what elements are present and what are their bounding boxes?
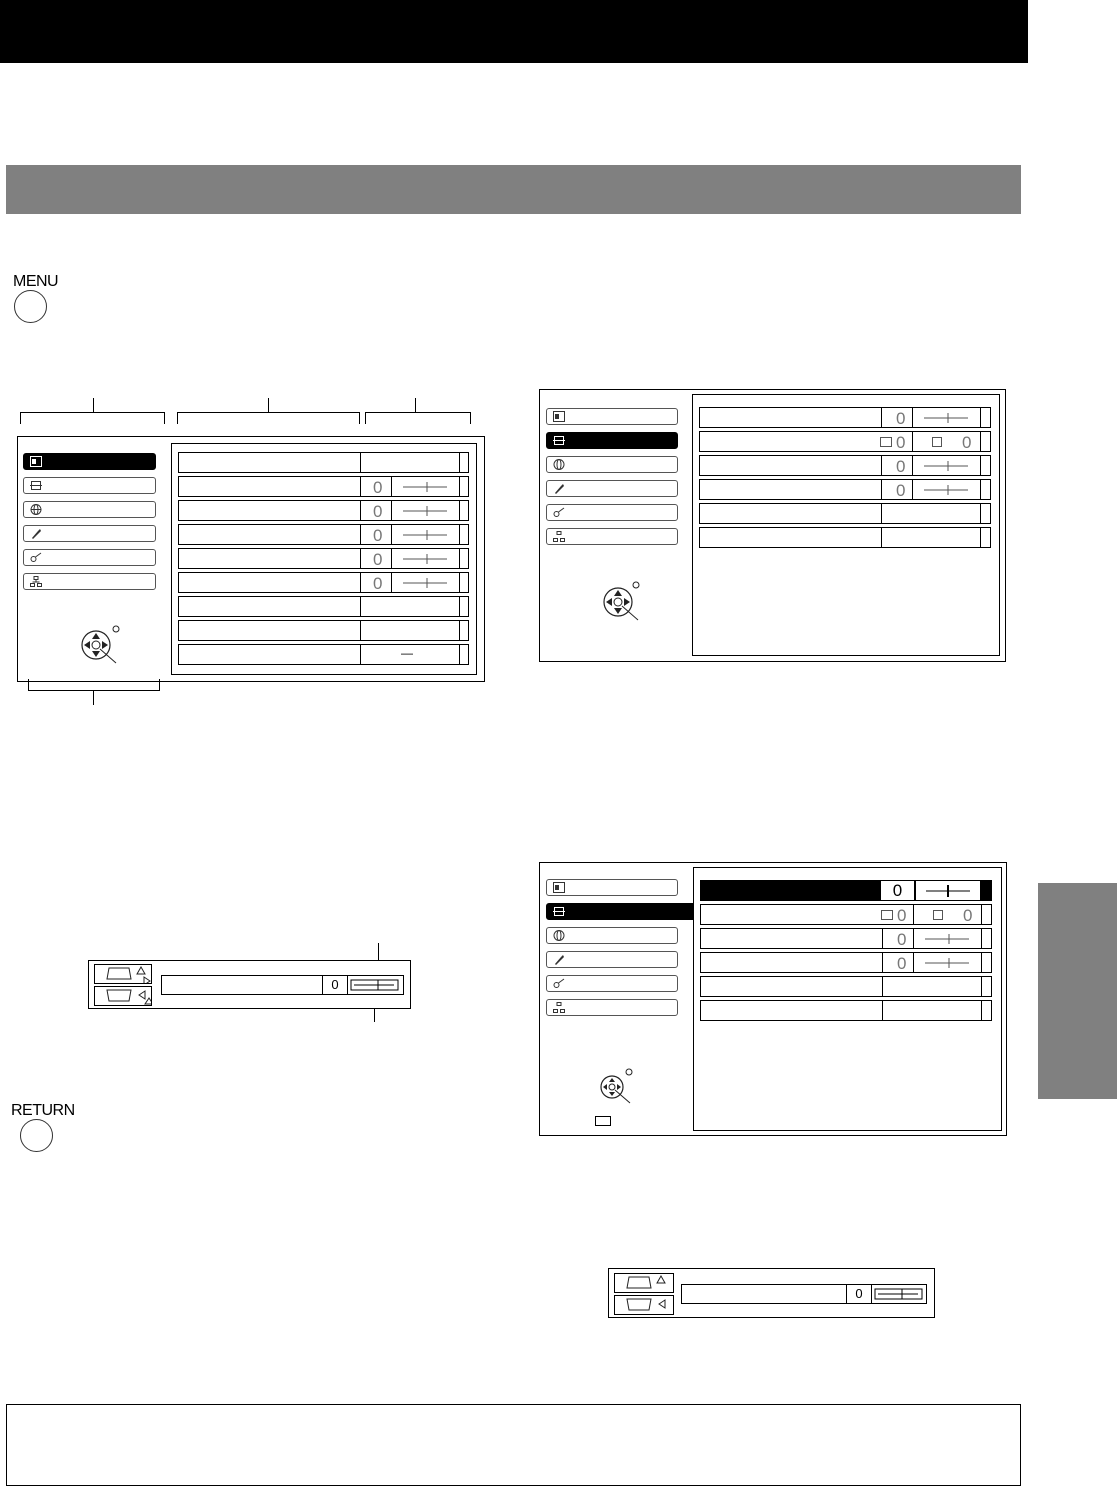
enter-key-icon: [595, 1116, 611, 1126]
chapter-side-tab: [1038, 883, 1117, 1099]
sidebar-item-option[interactable]: [23, 525, 156, 542]
row-value: 0: [373, 574, 383, 593]
h-size-icon: [881, 910, 893, 920]
row-value: 0: [897, 954, 907, 973]
menu-row[interactable]: [700, 976, 992, 997]
sidebar-item-language[interactable]: [546, 456, 678, 473]
slider-icon: [923, 958, 971, 968]
security-icon: [30, 552, 42, 563]
menu-row[interactable]: [700, 928, 992, 949]
sidebar-item-language[interactable]: [546, 927, 678, 944]
row-value: 0: [963, 906, 973, 925]
row-value: 0: [896, 481, 906, 500]
keystone-v-button[interactable]: [614, 1273, 674, 1293]
sidebar-item-position[interactable]: [546, 432, 678, 449]
keystone-v-button[interactable]: [94, 964, 152, 984]
callout-bracket-items: [177, 412, 360, 424]
return-button-label: RETURN: [11, 1102, 75, 1119]
menu-row[interactable]: [700, 952, 992, 973]
slider-icon: [401, 554, 449, 564]
menu-row[interactable]: [699, 503, 991, 524]
sidebar-item-picture[interactable]: [23, 453, 156, 470]
slider-icon: [922, 485, 970, 495]
picture-icon: [553, 882, 565, 893]
row-value: 0: [897, 906, 907, 925]
section-heading-bar: [6, 165, 1021, 214]
slider-icon[interactable]: [874, 1288, 924, 1300]
osd-menu-position: [539, 389, 1006, 662]
slider-cell: [916, 881, 980, 900]
keystone-adjust-bar: [88, 960, 411, 1009]
sidebar-item-security[interactable]: [546, 504, 678, 521]
sidebar-item-option[interactable]: [546, 951, 678, 968]
row-value: 0: [896, 433, 906, 452]
four-way-nav-icon: [596, 1067, 636, 1105]
slider-icon: [401, 506, 449, 516]
keystone-icon: [615, 1274, 673, 1292]
menu-row[interactable]: [178, 596, 469, 617]
row-value: 0: [373, 526, 383, 545]
menu-row[interactable]: [178, 524, 469, 545]
callout-line: [93, 398, 94, 412]
row-value: 0: [962, 433, 972, 452]
option-icon: [553, 954, 565, 965]
security-icon: [553, 978, 565, 989]
row-value: 0: [896, 409, 906, 428]
menu-row[interactable]: [700, 904, 992, 925]
sidebar-item-network[interactable]: [546, 999, 678, 1016]
slider-icon[interactable]: [916, 881, 978, 900]
callout-bracket-values: [365, 412, 471, 424]
slider-icon[interactable]: [350, 979, 400, 991]
menu-button-label: MENU: [13, 273, 59, 290]
menu-row[interactable]: [700, 1000, 992, 1021]
menu-item-list: [692, 394, 1000, 656]
menu-row[interactable]: [178, 620, 469, 641]
sidebar-item-network[interactable]: [23, 573, 156, 590]
four-way-nav-icon: [598, 580, 644, 624]
adjust-value-field: [681, 1284, 927, 1304]
row-value: 0: [881, 881, 914, 900]
slider-icon: [922, 413, 970, 423]
network-icon: [553, 531, 565, 542]
sidebar-item-security[interactable]: [23, 549, 156, 566]
adjust-value: 0: [846, 1285, 872, 1303]
menu-row[interactable]: [178, 500, 469, 521]
sidebar-item-language[interactable]: [23, 501, 156, 518]
slider-icon: [922, 461, 970, 471]
return-button[interactable]: [20, 1119, 53, 1152]
menu-item-list: [171, 443, 477, 675]
row-value: 0: [373, 502, 383, 521]
sidebar-item-option[interactable]: [546, 480, 678, 497]
menu-row[interactable]: [699, 407, 991, 428]
row-value: 0: [373, 550, 383, 569]
sidebar-item-network[interactable]: [546, 528, 678, 545]
callout-line: [415, 398, 416, 412]
language-icon: [553, 459, 565, 470]
sidebar-item-picture[interactable]: [546, 879, 678, 896]
position-icon: [30, 480, 42, 491]
picture-icon: [30, 456, 42, 467]
adjust-value: 0: [322, 976, 348, 994]
sidebar-item-security[interactable]: [546, 975, 678, 992]
sidebar-item-position[interactable]: [23, 477, 156, 494]
osd-menu-main: [17, 436, 485, 682]
four-way-nav-icon: [78, 621, 124, 665]
menu-row[interactable]: [699, 479, 991, 500]
position-icon: [553, 435, 565, 446]
option-icon: [553, 483, 565, 494]
v-size-icon: [932, 437, 946, 447]
row-value: 0: [897, 930, 907, 949]
callout-bracket-nav: [28, 679, 160, 691]
language-icon: [553, 930, 565, 941]
adjust-value-field: [161, 975, 404, 995]
row-value: 0: [373, 478, 383, 497]
menu-row[interactable]: [699, 431, 991, 452]
keystone-icon: [95, 965, 151, 983]
menu-button[interactable]: [14, 290, 47, 323]
menu-row-selected[interactable]: [700, 880, 992, 901]
security-icon: [553, 507, 565, 518]
v-size-icon: [933, 910, 947, 920]
row-value: 0: [896, 457, 906, 476]
picture-icon: [553, 411, 565, 422]
keystone-icon: [95, 987, 151, 1005]
menu-row[interactable]: [178, 572, 469, 593]
menu-item-list: [693, 867, 1002, 1131]
language-icon: [30, 504, 42, 515]
network-icon: [553, 1002, 565, 1013]
callout-line: [93, 691, 94, 705]
menu-row[interactable]: [699, 527, 991, 548]
callout-bracket-sidebar: [20, 412, 165, 424]
slider-icon: [401, 578, 449, 588]
keystone-h-button[interactable]: [614, 1295, 674, 1315]
keystone-icon: [615, 1296, 673, 1314]
page-header-bar: [0, 0, 1028, 63]
slider-icon: [401, 530, 449, 540]
osd-menu-position-selected: [539, 862, 1007, 1136]
menu-row[interactable]: [178, 452, 469, 473]
menu-row[interactable]: [699, 455, 991, 476]
note-box: [6, 1404, 1021, 1486]
position-icon: [553, 906, 565, 917]
option-icon: [30, 528, 42, 539]
menu-row[interactable]: [178, 548, 469, 569]
menu-row[interactable]: [178, 476, 469, 497]
keystone-adjust-bar: [608, 1268, 935, 1318]
h-size-icon: [880, 437, 892, 447]
callout-line: [268, 398, 269, 412]
row-value: —: [401, 646, 413, 660]
network-icon: [30, 576, 42, 587]
sidebar-item-position[interactable]: [546, 903, 694, 920]
sidebar-item-picture[interactable]: [546, 408, 678, 425]
menu-row[interactable]: [178, 644, 469, 665]
keystone-h-button[interactable]: [94, 986, 152, 1006]
slider-icon: [923, 934, 971, 944]
slider-icon: [401, 482, 449, 492]
